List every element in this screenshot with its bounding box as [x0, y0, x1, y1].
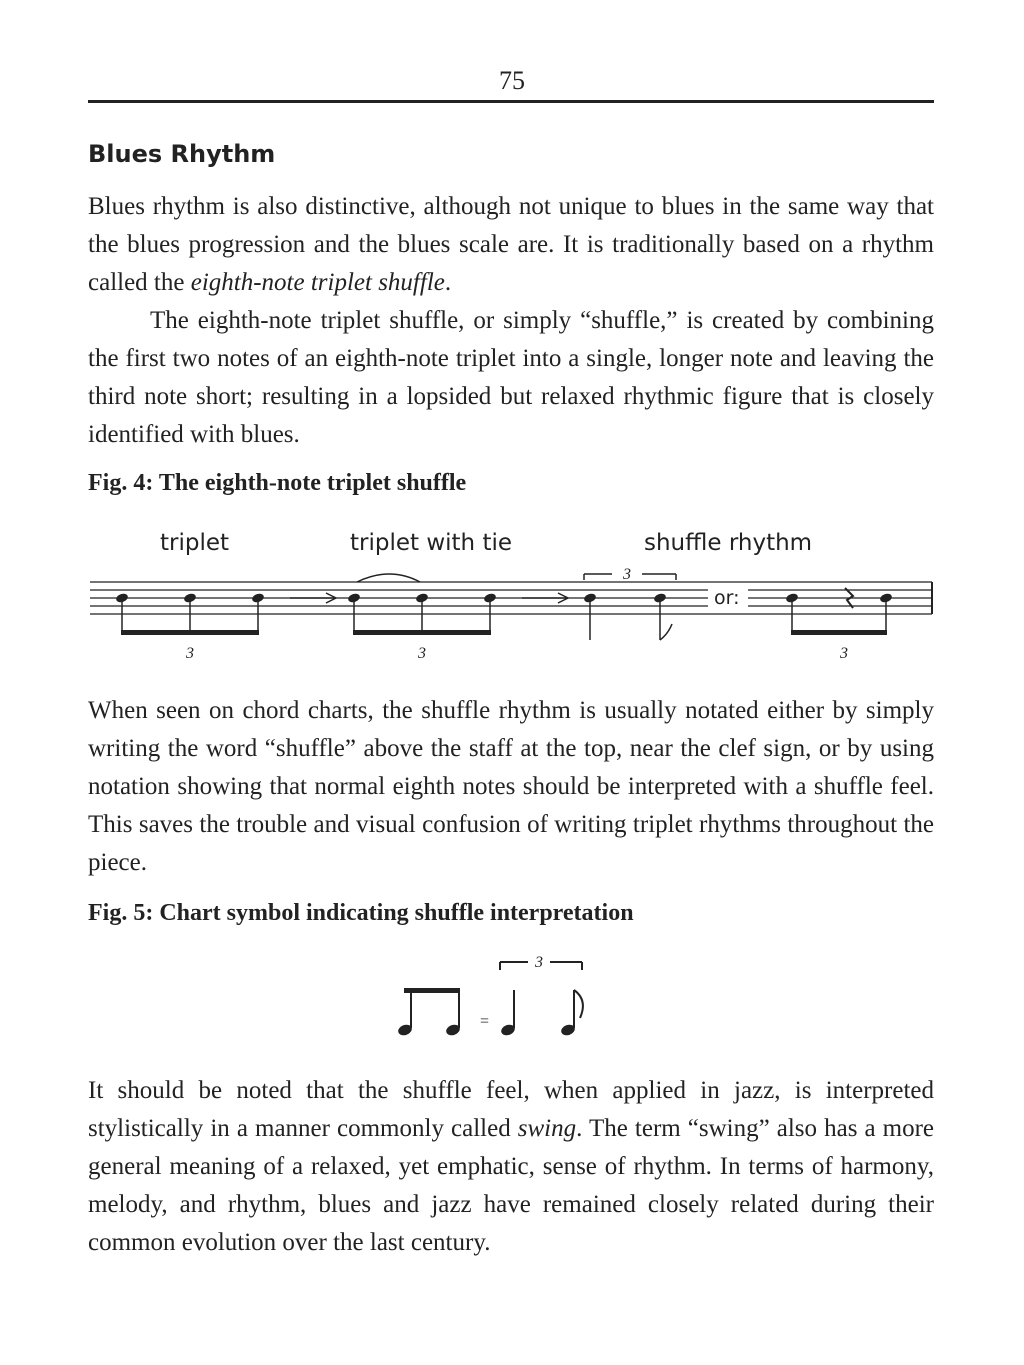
paragraph-1-term: eighth-note triplet shuffle [190, 269, 445, 296]
paragraph-1 [88, 188, 934, 302]
paragraph-2: The eighth-note triplet shuffle, or simply “shuffle,” is created by combining the first two notes of an eighth-note triplet into a single, longer note and leaving the third note short; resulting in a lopsided but relaxed rhythmic figure that is closely identified with blues. [88, 307, 934, 448]
paragraph-1-text: Blues rhythm is also distinctive, although not unique to blues in the same way that the blues progression and the blues scale are. It is traditionally based on a rhythm called the [88, 193, 934, 296]
section-heading: Blues Rhythm [88, 140, 276, 168]
fig5-caption: Fig. 5: Chart symbol indicating shuffle interpretation [88, 900, 634, 926]
paragraph-4 [88, 1072, 934, 1262]
fig4-label-triplet: triplet [160, 530, 230, 556]
fig4-notation [0, 560, 1024, 670]
fig4-tuplet-1: 3 [186, 645, 194, 662]
fig5-notation [0, 950, 1024, 1045]
fig4-tuplet-4: 3 [840, 645, 848, 662]
fig5-tuplet: 3 [535, 954, 543, 971]
paragraph-4-term: swing [517, 1115, 577, 1142]
fig4-or-text: or: [714, 587, 740, 609]
fig5-equals: = [480, 1013, 490, 1030]
paragraph-4-after: . The term “swing” also has a more general meaning of a relaxed, yet emphatic, sense of rhythm. In terms of harmony, melody, and rhythm, blues and jazz have remained closely related during their common evolution over the last century. [88, 1115, 935, 1256]
fig4-tuplet-2: 3 [418, 645, 426, 662]
page-number: 75 [499, 66, 525, 95]
header-rule [88, 100, 934, 103]
paragraph-4-before: It should be noted that the shuffle feel, when applied in jazz, is interpreted stylistically in a manner commonly called [88, 1077, 934, 1142]
fig4-label-shuffle: shuffle rhythm [644, 530, 813, 556]
fig4-caption: Fig. 4: The eighth-note triplet shuffle [88, 470, 467, 496]
paragraph-1-end: . [444, 269, 452, 296]
fig4-tuplet-3: 3 [623, 566, 631, 583]
paragraph-3: When seen on chord charts, the shuffle rhythm is usually notated either by simply writing the word “shuffle” above the staff at the top, near the clef sign, or by using notation showing that normal eighth notes should be interpreted with a shuffle feel. This saves the trouble and visual confusion of writing triplet rhythms throughout the piece. [88, 697, 934, 876]
fig4-label-tie: triplet with tie [350, 530, 512, 556]
